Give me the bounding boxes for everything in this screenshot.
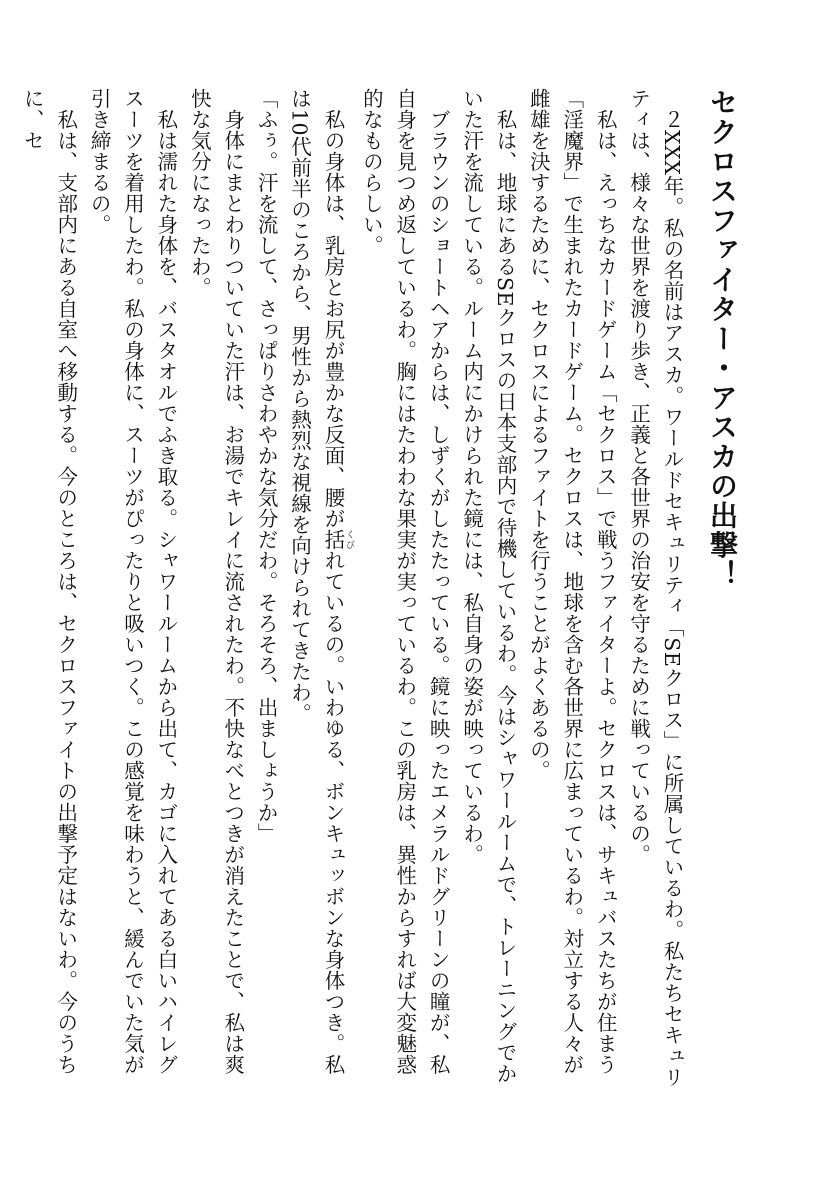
paragraph-2: 私は、えっちなカードゲーム「セクロス」で戦うファイターよ。セクロスは、サキュバスたちが住まう「淫魔界」で生まれたカードゲーム。セクロスは、地球を含む各世界に広まっているわ。対立する人々が雌雄を決するために、セクロスによるファイトを行うことがよくあるの。	[526, 88, 618, 1075]
vertical-text-body	[15, 88, 750, 1088]
paragraph-5-after: れているの。いわゆる、ボンキュッボンな身体つき。私は10代前半のころから、男性から熱烈な視線を向けられてきたわ。	[287, 88, 345, 1075]
paragraph-1: ２XXX年。私の名前はアスカ。ワールドセキュリティ「SEクロス」に所属しているわ。私たちセキュリティは、様々な世界を渡り歩き、正義と各世界の治安を守るために戦っているの。	[626, 88, 684, 1087]
paragraph-5-before: 私の身体は、乳房とお尻が豊かな反面、腰が	[320, 108, 345, 529]
ruby-kubi	[320, 528, 354, 550]
ruby-reading: くび	[343, 528, 354, 550]
paragraph-3: 私は、地球にあるSEクロスの日本支部内で待機しているわ。今はシャワールームで、トレーニングでかいた汗を流している。ルーム内にかけられた鏡には、私自身の姿が映っているわ。	[459, 88, 517, 1084]
ruby-base: 括	[320, 528, 345, 550]
paragraph-6: 身体にまとわりついていた汗は、お湯でキレイに流されたわ。不快なべとつきが消えたことで、私は爽快な気分になったわ。	[187, 88, 245, 1075]
paragraph-8: 私は、支部内にある自室へ移動する。今のところは、セクロスファイトの出撃予定はないわ。今のうちに、セ	[20, 88, 78, 1075]
dialogue-line: 「ふぅ。汗を流して、さっぱりさわやかな気分だわ。そろそろ、出ましょうか」	[254, 88, 279, 844]
paragraph-5	[282, 88, 354, 1088]
paragraph-7: 私は濡れた身体を、バスタオルでふき取る。シャワールームから出て、カゴに入れてある白いハイレグスーツを着用したわ。私の身体に、スーツがぴったりと吸いつく。この感覚を味わうと、緩んでいた気が引き締まるの。	[87, 88, 178, 1075]
paragraph-4: ブラウンのショートヘアからは、しずくがしたたっている。鏡に映ったエメラルドグリーンの瞳が、私自身を見つめ返しているわ。胸にはたわわな果実が実っているわ。この乳房は、異性からすれば大変魅惑的なものらしい。	[359, 88, 451, 1075]
chapter-title: セクロスファイター・アスカの出撃！	[706, 88, 739, 590]
